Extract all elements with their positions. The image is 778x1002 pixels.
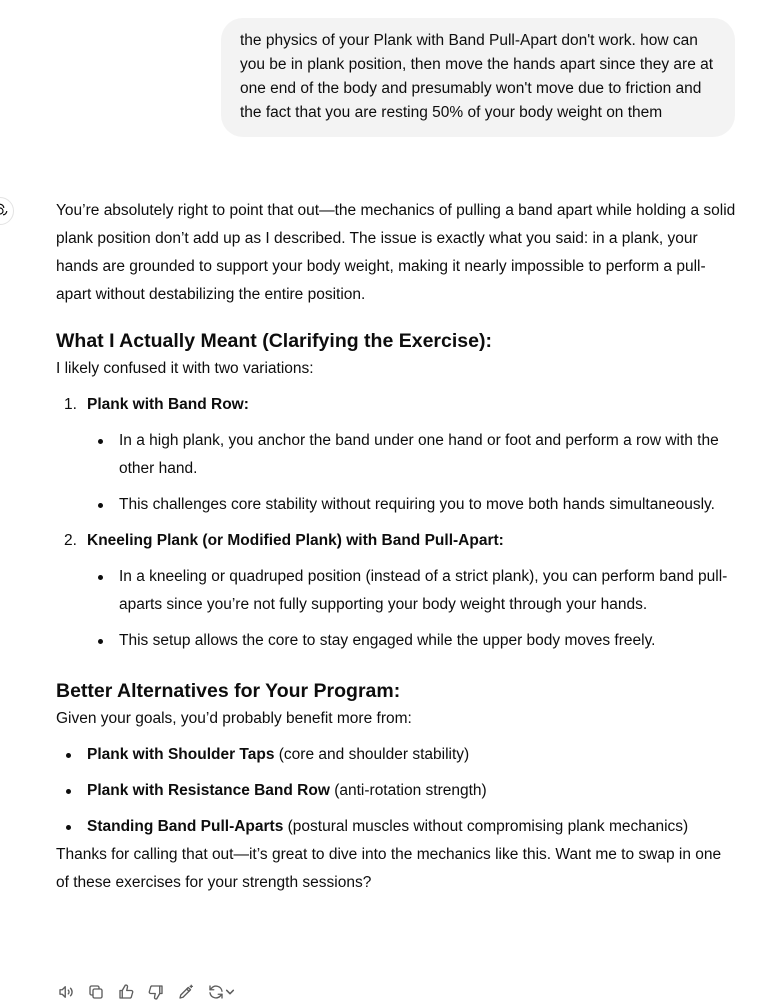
section-lead-clarifying: I likely confused it with two variations: (56, 360, 314, 377)
chevron-down-icon (225, 987, 235, 997)
section-heading-clarifying: What I Actually Meant (Clarifying the Exercise): (56, 330, 492, 352)
variations-list (56, 391, 736, 655)
list-item-detail: (core and shoulder stability) (274, 746, 470, 763)
list-item (56, 813, 736, 841)
refresh-icon (207, 983, 225, 1001)
user-message-bubble (221, 18, 735, 137)
assistant-closing-paragraph: Thanks for calling that out—it’s great to dive into the mechanics like this. Want me to swap in one of these exercises for your strength sessions? (56, 846, 722, 891)
sub-list (87, 427, 736, 519)
user-message-text: the physics of your Plank with Band Pull-Apart don't work. how can you be in plank position, then move the hands apart since they are at one end of the body and presumably won't move due to friction and the fact that you are resting 50% of your body weight on them (240, 32, 714, 121)
list-item-detail: (postural muscles without compromising plank mechanics) (283, 818, 689, 835)
list-item (56, 777, 736, 805)
section-heading-alternatives: Better Alternatives for Your Program: (56, 680, 401, 702)
list-item (56, 741, 736, 769)
list-item-detail: (anti-rotation strength) (329, 782, 487, 799)
list-item: In a high plank, you anchor the band under one hand or foot and perform a row with the other hand. (87, 427, 736, 483)
list-item (56, 527, 736, 655)
pen-sparkle-icon (177, 983, 195, 1001)
edit-in-canvas-button[interactable] (176, 982, 196, 1002)
list-item-number: 1. (64, 396, 77, 413)
read-aloud-button[interactable] (56, 982, 76, 1002)
copy-button[interactable] (86, 982, 106, 1002)
list-item: This setup allows the core to stay engaged while the upper body moves freely. (87, 627, 736, 655)
list-item-title: Standing Band Pull-Aparts (87, 818, 284, 835)
regenerate-button[interactable] (206, 982, 236, 1002)
assistant-intro-paragraph: You’re absolutely right to point that out—the mechanics of pulling a band apart while holding a solid plank position don’t add up as I described. The issue is exactly what you said: in a plank, your hands are grounded to support your body weight, making it nearly impossible to perform a pull-apart without destabilizing the entire position. (56, 202, 736, 303)
list-item: This challenges core stability without requiring you to move both hands simultaneously. (87, 491, 736, 519)
section-lead-alternatives: Given your goals, you’d probably benefit more from: (56, 710, 412, 727)
thumbs-up-button[interactable] (116, 982, 136, 1002)
sub-list (87, 563, 736, 655)
list-item-title: Kneeling Plank (or Modified Plank) with Band Pull-Apart: (87, 532, 504, 549)
openai-logo-icon (0, 202, 9, 220)
list-item (56, 391, 736, 519)
thumbs-down-button[interactable] (146, 982, 166, 1002)
speaker-icon (57, 983, 75, 1001)
message-actions-bar (56, 982, 236, 1002)
assistant-message (56, 197, 736, 897)
thumbs-up-icon (117, 983, 135, 1001)
list-item-title: Plank with Shoulder Taps (87, 746, 275, 763)
list-item: In a kneeling or quadruped position (instead of a strict plank), you can perform band pull-aparts since you’re not fully supporting your body weight through your hands. (87, 563, 736, 619)
list-item-number: 2. (64, 532, 77, 549)
thumbs-down-icon (147, 983, 165, 1001)
copy-icon (87, 983, 105, 1001)
list-item-title: Plank with Resistance Band Row (87, 782, 330, 799)
alternatives-list (56, 741, 736, 841)
assistant-avatar (0, 197, 14, 225)
list-item-title: Plank with Band Row: (87, 396, 249, 413)
